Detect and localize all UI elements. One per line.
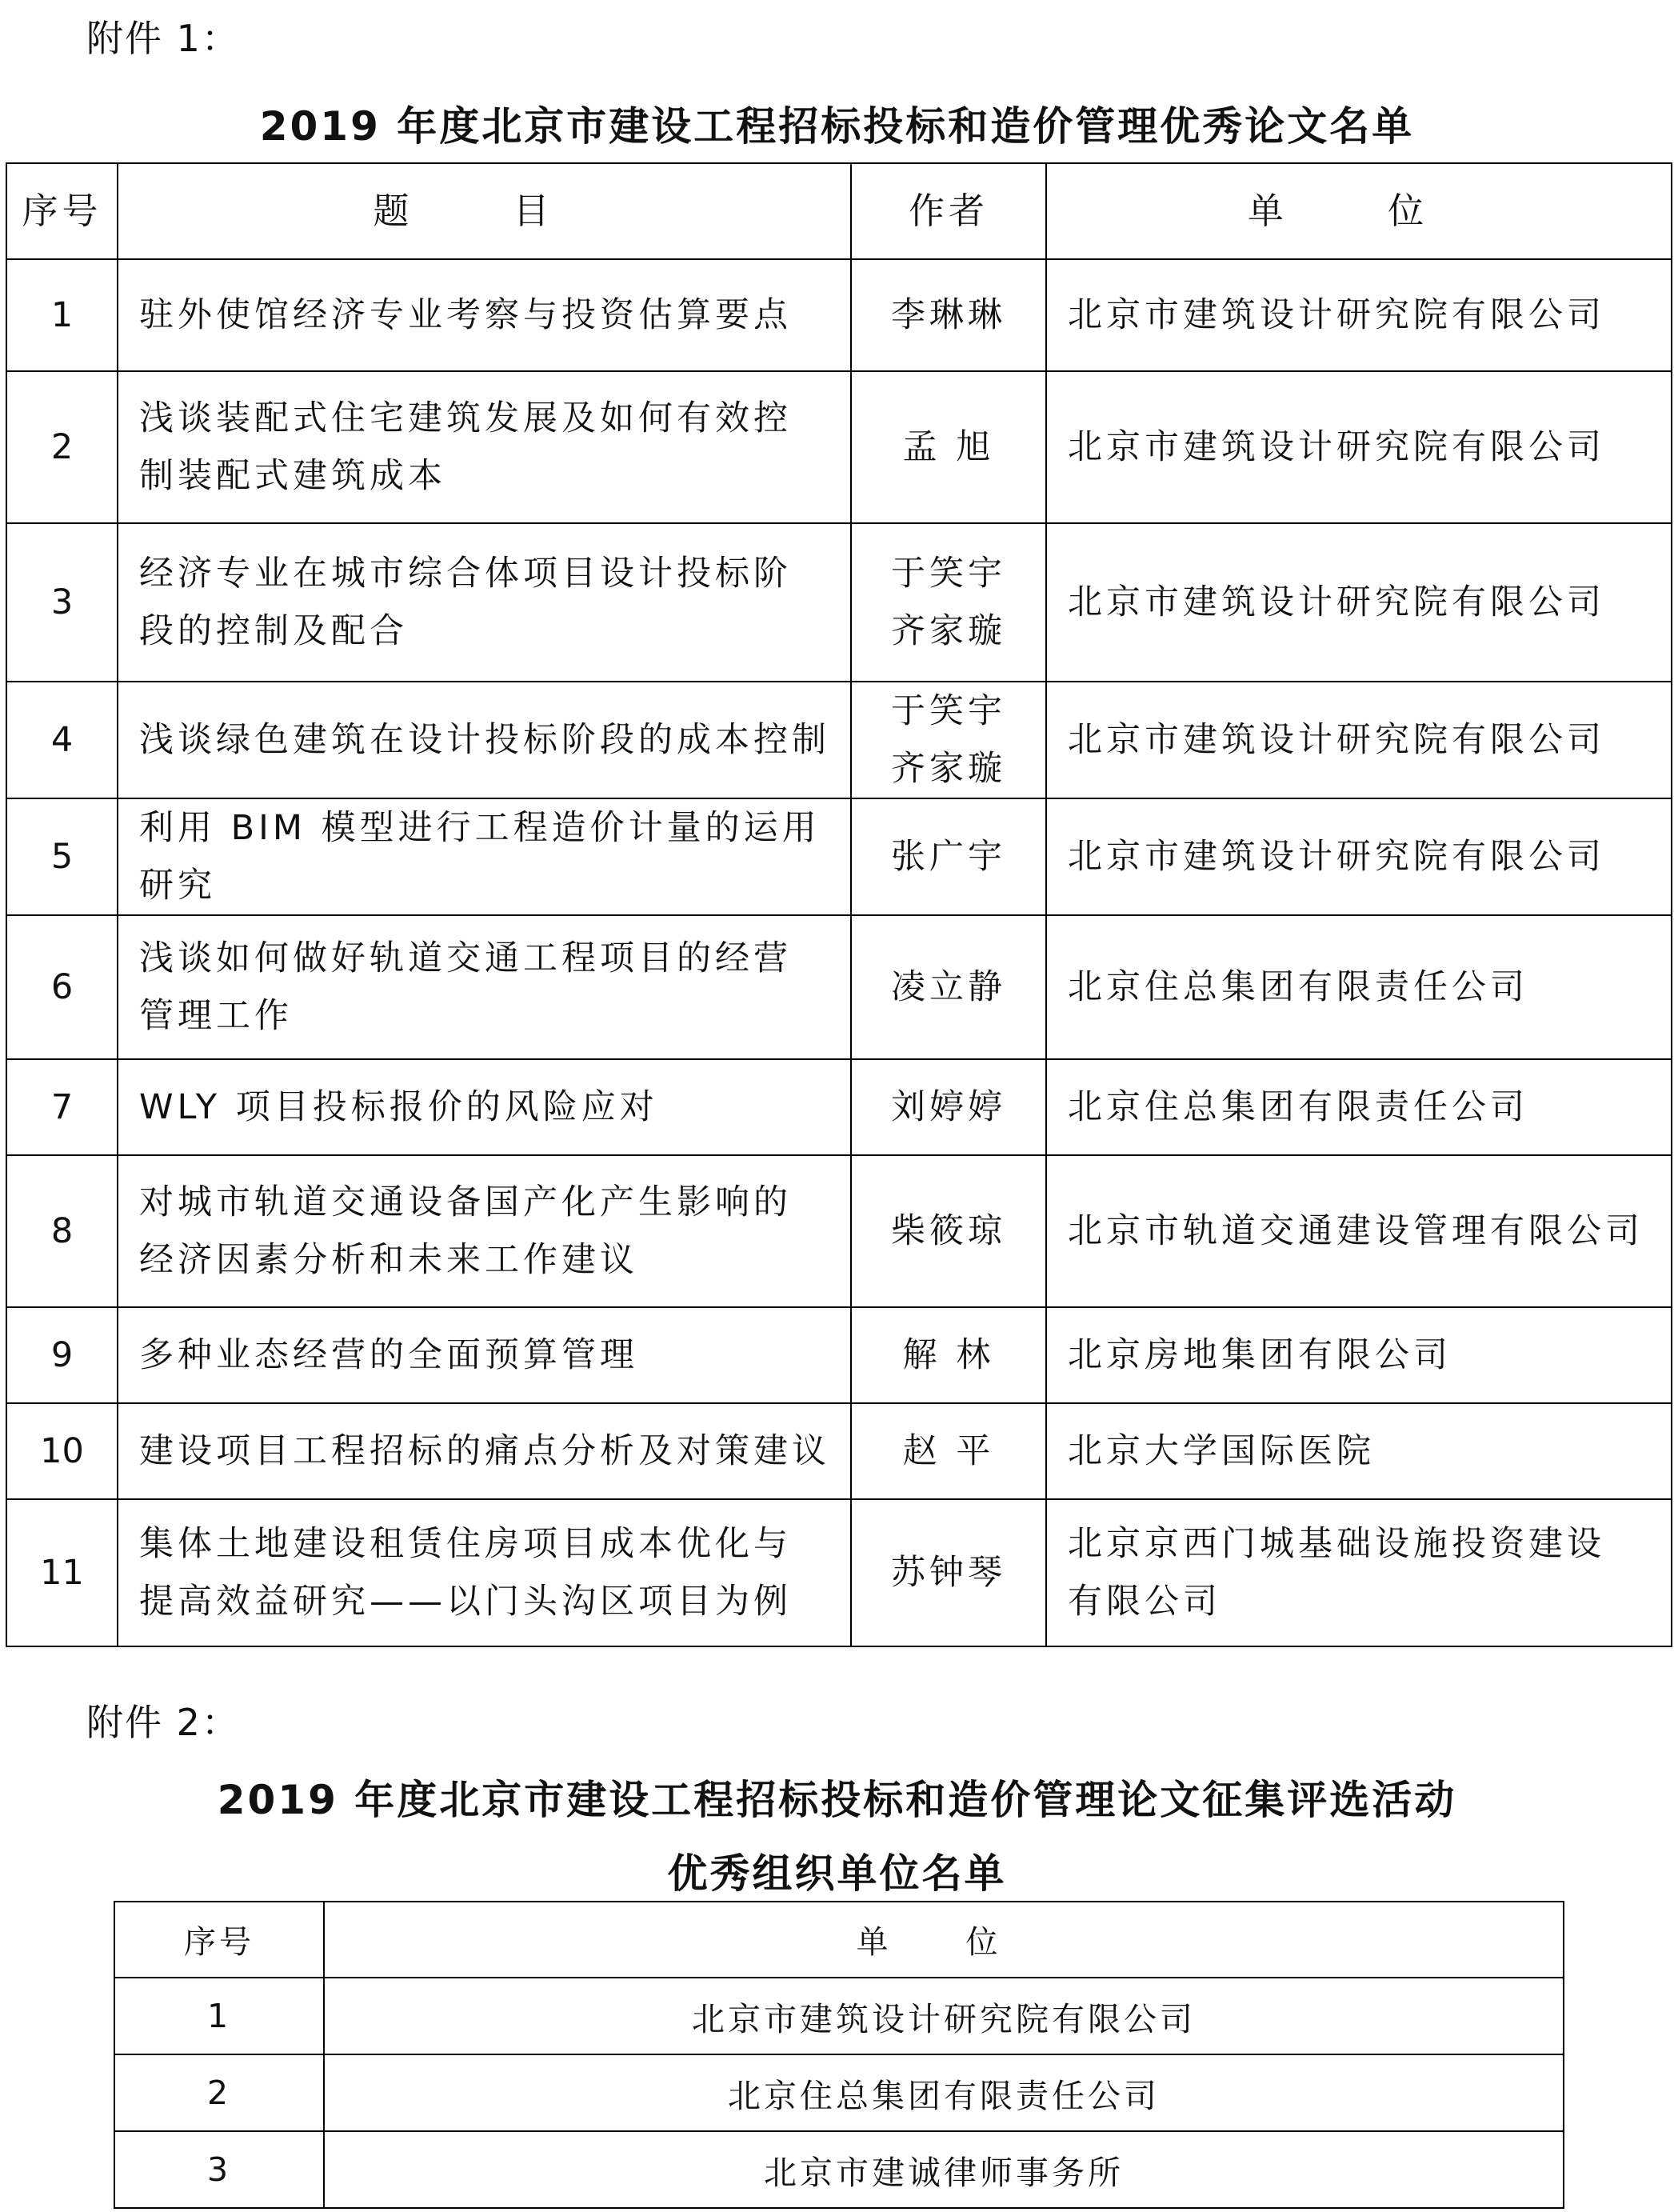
paper-author xyxy=(851,1059,1046,1155)
paper-row xyxy=(6,1403,1672,1499)
paper-author xyxy=(851,682,1046,798)
paper-title-line: 多种业态经营的全面预算管理 xyxy=(139,1335,638,1375)
paper-row xyxy=(6,1155,1672,1307)
orgs-header-num: 序号 xyxy=(114,1902,324,1978)
org-row xyxy=(114,1978,1564,2054)
paper-unit-line: 北京市建筑设计研究院有限公司 xyxy=(1068,582,1605,622)
paper-num: 5 xyxy=(6,798,118,915)
paper-title-line: 浅谈装配式住宅建筑发展及如何有效控 xyxy=(139,398,792,438)
paper-unit xyxy=(1046,371,1672,523)
header-unit: 单 位 xyxy=(1046,163,1672,259)
paper-unit-line: 北京市建筑设计研究院有限公司 xyxy=(1068,837,1605,877)
paper-title-line: 驻外使馆经济专业考察与投资估算要点 xyxy=(139,295,792,335)
paper-row xyxy=(6,259,1672,371)
paper-num: 4 xyxy=(6,682,118,798)
paper-num: 11 xyxy=(6,1499,118,1646)
paper-title-line: 提高效益研究——以门头沟区项目为例 xyxy=(139,1582,792,1622)
paper-row xyxy=(6,1059,1672,1155)
attachment1-label: 附件 1： xyxy=(86,17,240,60)
paper-author-line: 解 林 xyxy=(902,1335,995,1375)
papers-header-row xyxy=(6,163,1672,259)
paper-row xyxy=(6,1307,1672,1403)
paper-title-line: 集体土地建设租赁住房项目成本优化与 xyxy=(139,1524,792,1564)
paper-title xyxy=(118,798,851,915)
paper-num: 10 xyxy=(6,1403,118,1499)
paper-unit xyxy=(1046,1155,1672,1307)
paper-title-line: 制装配式建筑成本 xyxy=(139,456,446,496)
attachment2-label: 附件 2： xyxy=(86,1701,240,1744)
paper-unit-line: 北京市轨道交通建设管理有限公司 xyxy=(1068,1211,1644,1251)
paper-author xyxy=(851,523,1046,682)
org-unit: 北京市建筑设计研究院有限公司 xyxy=(324,1978,1564,2054)
paper-unit-line: 北京市建筑设计研究院有限公司 xyxy=(1068,427,1605,467)
paper-row xyxy=(6,1499,1672,1646)
paper-num: 9 xyxy=(6,1307,118,1403)
paper-num: 1 xyxy=(6,259,118,371)
paper-title xyxy=(118,915,851,1059)
paper-num: 6 xyxy=(6,915,118,1059)
paper-author-line: 李琳琳 xyxy=(891,295,1006,335)
paper-author-line: 凌立静 xyxy=(891,967,1006,1007)
paper-title-line: 利用 BIM 模型进行工程造价计量的运用 xyxy=(139,808,821,848)
paper-unit xyxy=(1046,1403,1672,1499)
paper-author-line: 齐家璇 xyxy=(891,749,1006,789)
paper-title xyxy=(118,1155,851,1307)
paper-unit-line: 北京市建筑设计研究院有限公司 xyxy=(1068,295,1605,335)
org-num: 3 xyxy=(114,2131,324,2208)
paper-author xyxy=(851,1155,1046,1307)
header-num: 序号 xyxy=(6,163,118,259)
paper-unit xyxy=(1046,682,1672,798)
paper-unit xyxy=(1046,798,1672,915)
paper-title xyxy=(118,371,851,523)
paper-title-line: 经济因素分析和未来工作建议 xyxy=(139,1240,638,1280)
paper-unit xyxy=(1046,1499,1672,1646)
paper-num: 8 xyxy=(6,1155,118,1307)
paper-num: 2 xyxy=(6,371,118,523)
paper-row xyxy=(6,371,1672,523)
paper-title-line: 对城市轨道交通设备国产化产生影响的 xyxy=(139,1182,792,1222)
org-row xyxy=(114,2131,1564,2208)
paper-title-line: 段的控制及配合 xyxy=(139,611,408,651)
paper-title xyxy=(118,1499,851,1646)
paper-unit xyxy=(1046,523,1672,682)
paper-author-line: 齐家璇 xyxy=(891,611,1006,651)
orgs-header-row xyxy=(114,1902,1564,1978)
org-num: 1 xyxy=(114,1978,324,2054)
paper-author xyxy=(851,1403,1046,1499)
paper-title xyxy=(118,523,851,682)
header-title: 题 目 xyxy=(118,163,851,259)
paper-unit-line: 北京住总集团有限责任公司 xyxy=(1068,967,1528,1007)
paper-author xyxy=(851,1499,1046,1646)
paper-author-line: 柴筱琼 xyxy=(891,1211,1006,1251)
paper-row xyxy=(6,682,1672,798)
org-num: 2 xyxy=(114,2054,324,2131)
paper-title-line: 建设项目工程招标的痛点分析及对策建议 xyxy=(139,1431,830,1471)
paper-unit xyxy=(1046,1307,1672,1403)
paper-title-line: 浅谈绿色建筑在设计投标阶段的成本控制 xyxy=(139,720,830,760)
paper-title xyxy=(118,1307,851,1403)
papers-table xyxy=(6,162,1672,1647)
paper-unit-line: 北京住总集团有限责任公司 xyxy=(1068,1087,1528,1127)
paper-author-line: 孟 旭 xyxy=(902,427,995,467)
paper-author xyxy=(851,259,1046,371)
org-row xyxy=(114,2054,1564,2131)
paper-title-line: 浅谈如何做好轨道交通工程项目的经营 xyxy=(139,938,792,978)
paper-title xyxy=(118,682,851,798)
paper-author xyxy=(851,371,1046,523)
paper-row xyxy=(6,798,1672,915)
paper-title xyxy=(118,259,851,371)
paper-title xyxy=(118,1403,851,1499)
paper-author xyxy=(851,915,1046,1059)
paper-author-line: 苏钟琴 xyxy=(891,1553,1006,1593)
paper-row xyxy=(6,915,1672,1059)
paper-row xyxy=(6,523,1672,682)
paper-unit-line: 北京市建筑设计研究院有限公司 xyxy=(1068,720,1605,760)
paper-title xyxy=(118,1059,851,1155)
paper-title-line: 管理工作 xyxy=(139,996,293,1036)
orgs-header-unit: 单 位 xyxy=(324,1902,1564,1978)
paper-author xyxy=(851,1307,1046,1403)
paper-unit xyxy=(1046,1059,1672,1155)
paper-title-line: 研究 xyxy=(139,866,216,906)
paper-title-line: WLY 项目投标报价的风险应对 xyxy=(139,1087,658,1127)
paper-author-line: 刘婷婷 xyxy=(891,1087,1006,1127)
header-author: 作者 xyxy=(851,163,1046,259)
paper-author xyxy=(851,798,1046,915)
paper-author-line: 赵 平 xyxy=(902,1431,995,1471)
paper-num: 3 xyxy=(6,523,118,682)
paper-unit xyxy=(1046,915,1672,1059)
orgs-table xyxy=(114,1901,1564,2209)
paper-unit-line: 北京大学国际医院 xyxy=(1068,1431,1375,1471)
org-unit: 北京住总集团有限责任公司 xyxy=(324,2054,1564,2131)
attachment1-title: 2019 年度北京市建设工程招标投标和造价管理优秀论文名单 xyxy=(259,103,1415,150)
paper-author-line: 于笑宇 xyxy=(891,691,1006,731)
org-unit: 北京市建诚律师事务所 xyxy=(324,2131,1564,2208)
paper-unit-line: 北京京西门城基础设施投资建设 xyxy=(1068,1524,1605,1564)
paper-unit xyxy=(1046,259,1672,371)
paper-num: 7 xyxy=(6,1059,118,1155)
paper-title-line: 经济专业在城市综合体项目设计投标阶 xyxy=(139,554,792,594)
attachment2-title-line1: 2019 年度北京市建设工程招标投标和造价管理论文征集评选活动 xyxy=(217,1777,1457,1823)
attachment2-title-line2: 优秀组织单位名单 xyxy=(667,1850,1007,1897)
paper-unit-line: 有限公司 xyxy=(1068,1582,1221,1622)
paper-author-line: 于笑宇 xyxy=(891,554,1006,594)
paper-author-line: 张广宇 xyxy=(891,837,1006,877)
paper-unit-line: 北京房地集团有限公司 xyxy=(1068,1335,1452,1375)
